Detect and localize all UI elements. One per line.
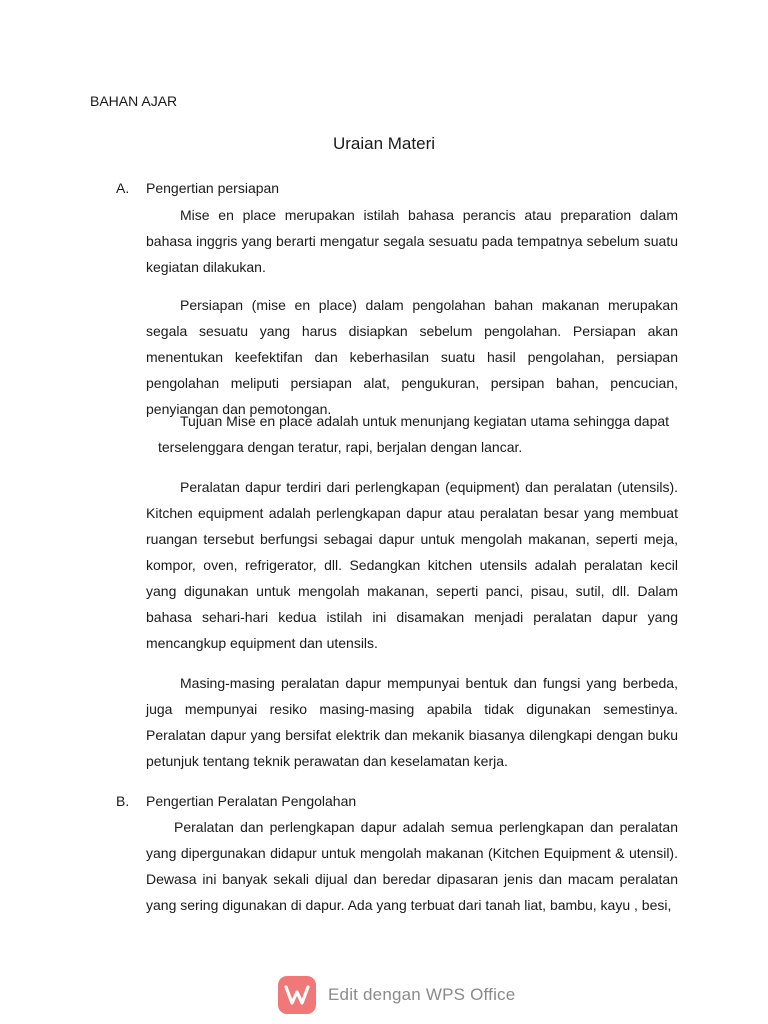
paragraph: Peralatan dan perlengkapan dapur adalah semua perlengkapan dan peralatan yang dipergunakan didapur untuk mengolah makanan (Kitchen Equipment & utensil). Dewasa ini banyak sekali dijual dan beredar dipasaran jenis dan macam peralatan yang sering digunakan di dapur. Ada yang terbuat dari tanah liat, bambu, kayu , besi, (146, 819, 678, 913)
section-b-letter: B. (116, 793, 130, 809)
paragraph: Persiapan (mise en place) dalam pengolahan bahan makanan merupakan segala sesuatu yang harus disiapkan sebelum pengolahan. Persiapan akan menentukan keefektifan dan keberhasilan suatu hasil pengolahan, persiapan pengolahan meliputi persiapan alat, pengukuran, persipan bahan, pencucian, penyiangan dan pemotongan. (146, 297, 678, 417)
wps-office-logo-icon (278, 976, 316, 1014)
section-a-letter: A. (116, 180, 130, 196)
document-label: BAHAN AJAR (90, 93, 178, 109)
document-title: Uraian Materi (332, 134, 436, 153)
paragraph: Mise en place merupakan istilah bahasa perancis atau preparation dalam bahasa inggris yang berarti mengatur segala sesuatu pada tempatnya sebelum suatu kegiatan dilakukan. (146, 207, 678, 275)
section-a-heading (116, 180, 279, 196)
paragraph: Tujuan Mise en place adalah untuk menunjang kegiatan utama sehingga dapat (180, 413, 670, 429)
wps-edit-banner[interactable] (278, 972, 515, 1018)
section-b-title: Pengertian Peralatan Pengolahan (146, 793, 357, 809)
section-b-heading (116, 793, 356, 809)
paragraph: Peralatan dapur terdiri dari perlengkapan (equipment) dan peralatan (utensils). Kitchen equipment adalah perlengkapan dapur atau peralatan besar yang membuat ruangan tersebut berfungsi sebagai dapur untuk mengolah makanan, seperti meja, kompor, oven, refrigerator, dll. Sedangkan kitchen utensils adalah peralatan kecil yang digunakan untuk mengolah makanan, seperti panci, pisau, sutil, dll. Dalam bahasa sehari-hari kedua istilah ini disamakan menjadi peralatan dapur yang mencangkup equipment dan utensils. (146, 479, 678, 651)
paragraph: Masing-masing peralatan dapur mempunyai bentuk dan fungsi yang berbeda, juga mempunyai resiko masing-masing apabila tidak digunakan semestinya. Peralatan dapur yang bersifat elektrik dan mekanik biasanya dilengkapi dengan buku petunjuk tentang teknik perawatan dan keselamatan kerja. (146, 675, 678, 769)
wps-edit-text[interactable]: Edit dengan WPS Office (328, 985, 516, 1004)
paragraph-continuation: terselenggara dengan teratur, rapi, berjalan dengan lancar. (158, 439, 523, 455)
section-a-title: Pengertian persiapan (146, 180, 280, 196)
